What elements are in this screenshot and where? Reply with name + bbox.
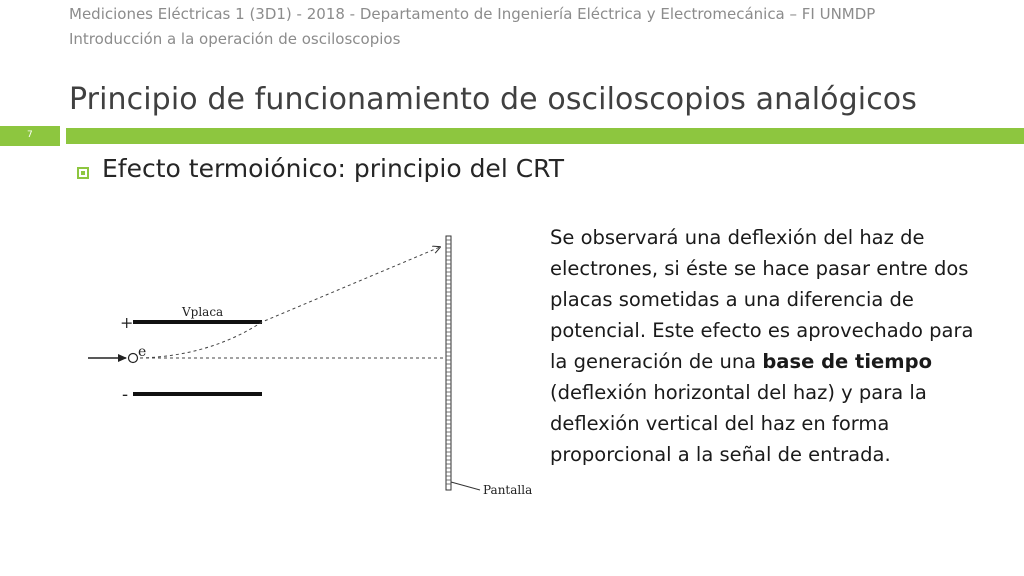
deflected-beam-path (140, 247, 440, 358)
body-text-after: (deflexión horizontal del haz) y para la deflexión vertical del haz en forma proporcional a la señal de entrada. (550, 381, 927, 466)
screen-pantalla (446, 236, 451, 490)
screen-label: Pantalla (483, 483, 533, 497)
plus-sign-label: + (120, 313, 134, 332)
body-paragraph (550, 222, 990, 470)
screen-label-leader (451, 482, 480, 490)
course-header: Mediciones Eléctricas 1 (3D1) - 2018 - Departamento de Ingeniería Eléctrica y Electromecánica – FI UNMDP (69, 5, 876, 23)
slide-title: Principio de funcionamiento de osciloscopios analógicos (69, 82, 917, 117)
electron-label: e (138, 344, 147, 360)
minus-sign-label: - (122, 384, 129, 405)
topic-header: Introducción a la operación de osciloscopios (69, 30, 401, 48)
slide-number: 7 (27, 130, 33, 140)
electron-source-dot (129, 354, 138, 363)
plate-voltage-label: Vplaca (182, 305, 224, 319)
bullet-heading: Efecto termoiónico: principio del CRT (102, 154, 564, 183)
body-text-bold: base de tiempo (762, 350, 932, 373)
incoming-arrow-head-icon (118, 354, 127, 362)
body-text-before: Se observará una deflexión del haz de electrones, si éste se hace pasar entre dos placas sometidas a una diferencia de potencial. Este efecto es aprovechado para la generación de una (550, 226, 974, 373)
